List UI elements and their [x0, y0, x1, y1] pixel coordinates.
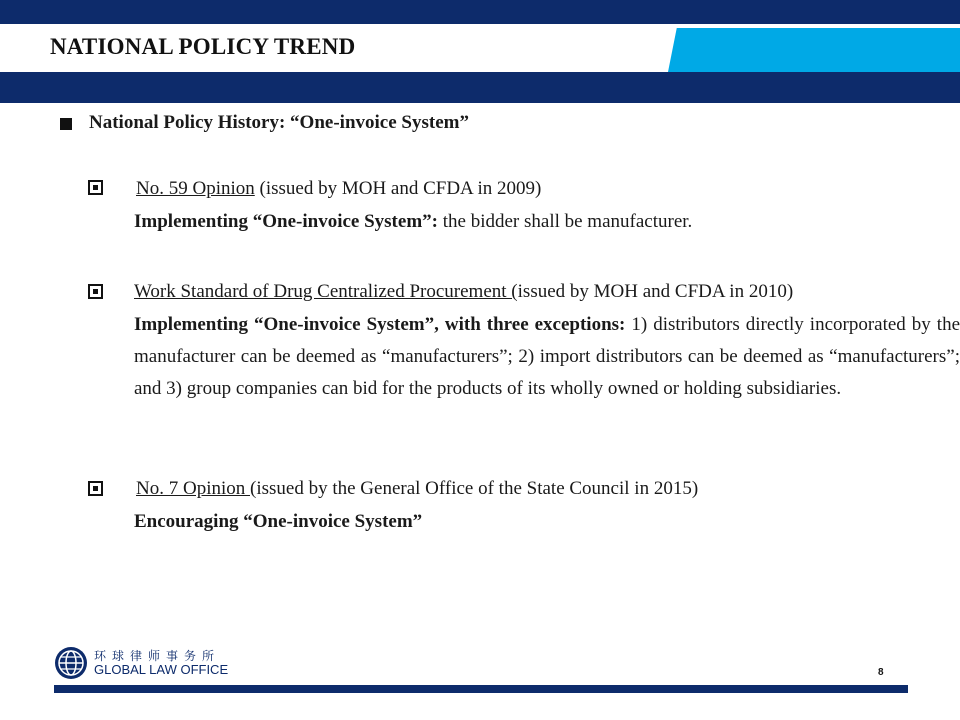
header-accent-bar	[668, 28, 960, 72]
item-2-link[interactable]: Work Standard of Drug Centralized Procurement (	[134, 281, 518, 302]
item-3-body	[134, 506, 960, 538]
item-3-source: (issued by the General Office of the State Council in 2015)	[250, 478, 699, 499]
logo-english-name: GLOBAL LAW OFFICE	[94, 662, 229, 677]
item-2-title	[134, 281, 793, 303]
item-1-source: (issued by MOH and CFDA in 2009)	[254, 178, 542, 199]
checkbox-bullet-icon	[88, 284, 103, 299]
item-3-title	[136, 478, 698, 500]
item-1-body-bold: Implementing “One-invoice System”:	[134, 211, 438, 232]
item-3-body-bold: Encouraging “One-invoice System”	[134, 511, 423, 532]
slide-title: NATIONAL POLICY TREND	[50, 34, 356, 59]
checkbox-bullet-icon	[88, 481, 103, 496]
item-1-body	[134, 206, 960, 238]
globe-logo-icon	[54, 646, 88, 680]
item-2-source: issued by MOH and CFDA in 2010)	[517, 281, 794, 302]
footer-bar	[54, 685, 908, 693]
item-2-body-text: 1) distributors directly incorporated by the manufacturer can be deemed as “manufacturers”; 2) import distributors can be deemed as “manufacturers”; and 3) group companies can bid for the products of its wholly owned or holding subsidiaries.	[134, 314, 960, 399]
page-number: 8	[878, 667, 884, 678]
item-1-title	[136, 178, 541, 200]
item-3-link[interactable]: No. 7 Opinion	[136, 478, 250, 499]
item-1-link[interactable]: No. 59 Opinion	[136, 178, 255, 199]
header-top-bar	[0, 0, 960, 24]
section-heading: National Policy History: “One-invoice System”	[89, 112, 469, 133]
header-bottom-bar	[0, 72, 960, 103]
square-bullet-icon	[60, 118, 72, 130]
checkbox-bullet-icon	[88, 180, 103, 195]
logo-chinese-name: 环球律师事务所	[94, 649, 221, 663]
item-1-body-text: the bidder shall be manufacturer.	[437, 211, 693, 232]
item-2-body	[134, 309, 960, 405]
item-2-body-bold: Implementing “One-invoice System”, with three exceptions:	[134, 314, 626, 335]
